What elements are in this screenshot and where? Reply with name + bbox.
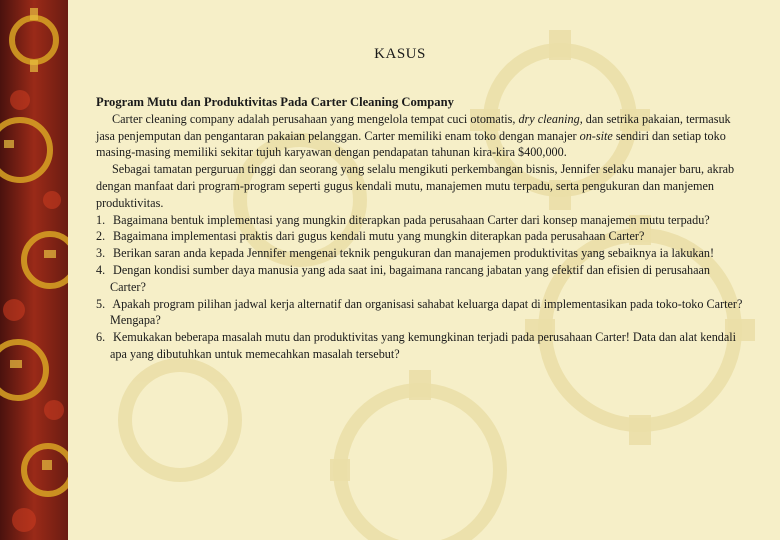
question-number: 5. xyxy=(96,296,106,311)
question-text: Dengan kondisi sumber daya manusia yang ada saat ini, bagaimana rancang jabatan yang efektif dan efisien di perusahaan Carter? xyxy=(110,262,711,294)
question-item xyxy=(96,228,746,245)
case-heading: Program Mutu dan Produktivitas Pada Carter Cleaning Company xyxy=(96,95,454,109)
question-item xyxy=(96,262,746,296)
question-text: Bagaimana bentuk implementasi yang mungkin diterapkan pada perusahaan Carter dari konsep manajemen mutu terpadu? xyxy=(110,212,710,227)
question-number: 1. xyxy=(96,212,106,227)
paragraph-text: sendiri dan setiap toko masing-masing memiliki sekitar tujuh karyawan dengan pendapatan tahunan kira-kira $400,000. xyxy=(96,128,726,160)
question-item xyxy=(96,329,746,363)
question-list xyxy=(96,212,746,363)
case-paragraph xyxy=(96,111,746,161)
case-paragraphs xyxy=(96,111,746,212)
italic-term: on-site xyxy=(579,128,613,143)
question-number: 6. xyxy=(96,330,106,345)
question-number: 3. xyxy=(96,246,106,261)
question-item xyxy=(96,245,746,262)
question-item xyxy=(96,296,746,330)
question-number: 2. xyxy=(96,229,106,244)
italic-term: dry cleaning xyxy=(518,111,580,126)
slide-title: KASUS xyxy=(374,46,426,62)
paragraph-text: , dan setrika pakaian, termasuk jasa penjemputan dan pengantaran pakaian pelanggan. Carter memiliki enam toko dengan manajer xyxy=(96,111,731,143)
question-text: Kemukakan beberapa masalah mutu dan produktivitas yang kemungkinan terjadi pada perusahaan Carter! Data dan alat kendali apa yang dibutuhkan untuk memecahkan masalah tersebut? xyxy=(110,330,737,361)
case-content xyxy=(96,94,746,363)
paragraph-text: Sebagai tamatan perguruan tinggi dan seorang yang selalu mengikuti perkembangan bisnis, Jennifer selaku manajer baru, akrab dengan manfaat dari program-program seperti gugus kendali mutu, manajemen mutu terpadu, serta pengukuran dan manjemen produktivitas. xyxy=(96,162,735,210)
decorative-pattern-image xyxy=(0,0,68,540)
question-text: Berikan saran anda kepada Jennifer mengenai teknik pengukuran dan manajemen produktivitas yang sebaiknya ia lakukan! xyxy=(110,246,715,261)
question-text: Apakah program pilihan jadwal kerja alternatif dan organisasi sahabat keluarga dapat di implementasikan pada toko-toko Carter? Mengapa? xyxy=(110,296,743,328)
paragraph-text: Carter cleaning company adalah perusahaan yang mengelola tempat cuci otomatis, xyxy=(112,111,519,126)
question-item xyxy=(96,212,746,229)
case-paragraph xyxy=(96,161,746,211)
question-number: 4. xyxy=(96,262,106,277)
question-text: Bagaimana implementasi praktis dari gugus kendali mutu yang mungkin diterapkan pada perusahaan Carter? xyxy=(110,229,645,244)
left-decorative-strip xyxy=(0,0,68,540)
